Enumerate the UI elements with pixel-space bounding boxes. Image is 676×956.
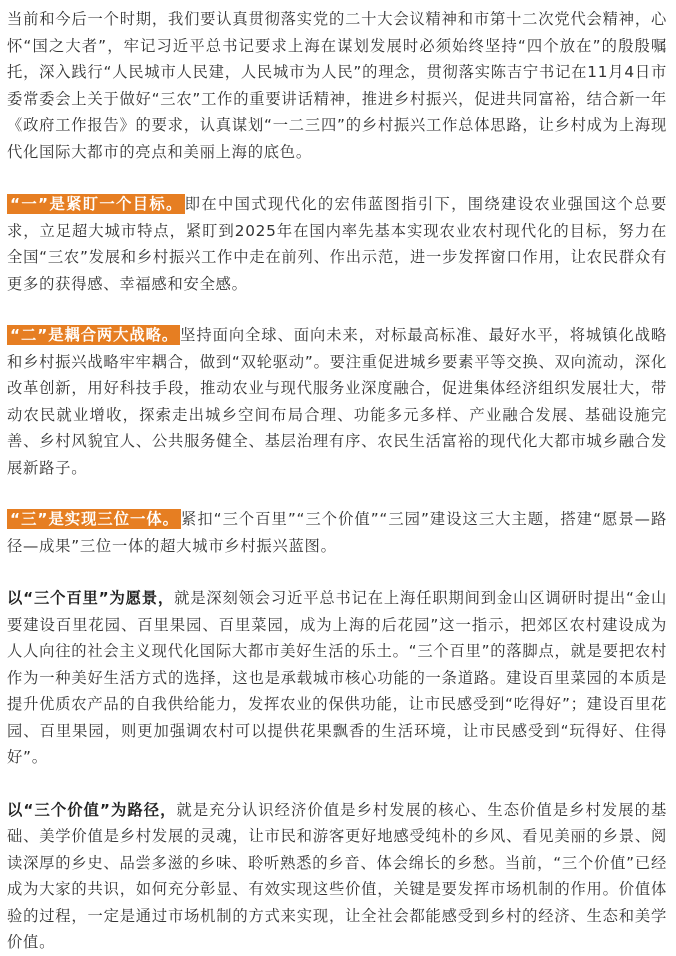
- path-body: 就是充分认识经济价值是乡村发展的核心、生态价值是乡村发展的基础、美学价值是乡村发展的灵魂，让市民和游客更好地感受纯朴的乡风、看见美丽的乡景、阅读深厚的乡史、品尝多滋的乡味、聆听熟悉的乡音、体会绵长的乡愁。当前，“三个价值”已经成为大家的共识，如何充分彰显、有效实现这些价值，关键是要发挥市场机制的作用。价值体验的过程，一定是通过市场机制的方式来实现，让全社会都能感受到乡村的经济、生态和美学价值。: [7, 800, 667, 951]
- section-two-heading: “二”是耦合两大战略。: [7, 325, 180, 345]
- section-two-body: 坚持面向全球、面向未来，对标最高标准、最好水平，将城镇化战略和乡村振兴战略牢牢耦合，做到“双轮驱动”。要注重促进城乡要素平等交换、双向流动，深化改革创新，用好科技手段，推动农业与现代服务业深度融合，促进集体经济组织发展壮大，带动农民就业增收，探索走出城乡空间布局合理、功能多元多样、产业融合发展、基础设施完善、乡村风貌宜人、公共服务健全、基层治理有序、农民生活富裕的现代化大都市城乡融合发展新路子。: [7, 326, 667, 477]
- section-one-body: 即在中国式现代化的宏伟蓝图指引下，围绕建设农业强国这个总要求，立足超大城市特点，紧盯到2025年在国内率先基本实现农业农村现代化的目标，努力在全国“三农”发展和乡村振兴工作中走在前列、作出示范，进一步发挥窗口作用，让农民群众有更多的获得感、幸福感和安全感。: [7, 195, 667, 293]
- section-three-paragraph: [7, 506, 667, 559]
- vision-body: 就是深刻领会习近平总书记在上海任职期间到金山区调研时提出“金山要建设百里花园、百里果园、百里菜园，成为上海的后花园”这一指示，把郊区农村建设成为人人向往的社会主义现代化国际大都市美好生活的乐土。“三个百里”的落脚点，就是要把农村作为一种美好生活方式的选择，这也是承载城市核心功能的一条道路。建设百里菜园的本质是提升优质农产品的自我供给能力，发挥农业的保供功能，让市民感受到“吃得好”；建设百里花园、百里果园，则更加强调农村可以提供花果飘香的生活环境，让市民感受到“玩得好、住得好”。: [7, 589, 667, 766]
- section-three-body: 紧扣“三个百里”“三个价值”“三园”建设这三大主题，搭建“愿景—路径—成果”三位一体的超大城市乡村振兴蓝图。: [7, 510, 668, 555]
- intro-paragraph: 当前和今后一个时期，我们要认真贯彻落实党的二十大会议精神和市第十二次党代会精神，心怀“国之大者”，牢记习近平总书记要求上海在谋划发展时必须始终坚持“四个放在”的殷殷嘱托，深入践行“人民城市人民建，人民城市为人民”的理念，贯彻落实陈吉宁书记在11月4日市委常委会上关于做好“三农”工作的重要讲话精神，推进乡村振兴，促进共同富裕，结合新一年《政府工作报告》的要求，认真谋划“一二三四”的乡村振兴工作总体思路，让乡村成为上海现代化国际大都市的亮点和美丽上海的底色。: [7, 10, 667, 161]
- vision-lead: 以“三个百里”为愿景，: [7, 589, 175, 607]
- path-lead: 以“三个价值”为路径，: [7, 800, 177, 819]
- vision-paragraph: [7, 585, 667, 771]
- section-two-paragraph: [7, 322, 667, 481]
- section-three-heading: “三”是实现三位一体。: [7, 509, 181, 529]
- path-paragraph: [7, 797, 667, 956]
- article-body: [7, 6, 667, 956]
- section-one-heading: “一”是紧盯一个目标。: [7, 194, 185, 214]
- section-one-paragraph: [7, 191, 667, 297]
